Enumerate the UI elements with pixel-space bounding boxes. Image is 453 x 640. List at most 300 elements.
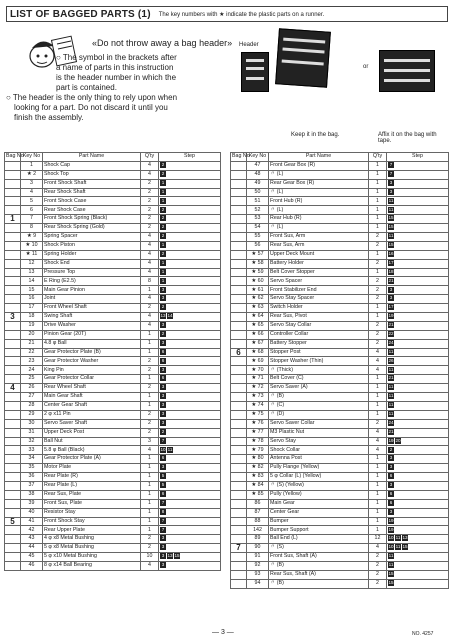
step-refs: [387, 419, 449, 428]
step-badge: 19: [388, 526, 394, 532]
quantity: 2: [141, 224, 159, 233]
parts-row: [231, 499, 449, 508]
key-number-value: 29: [28, 411, 35, 418]
bag-number: [5, 250, 21, 259]
step-refs: [159, 393, 221, 402]
part-name: Battery Holder: [269, 259, 369, 268]
parts-row: [231, 473, 449, 482]
parts-row: [5, 508, 221, 517]
bag-number: [5, 446, 21, 455]
bag-number: [231, 304, 247, 313]
quantity: 2: [141, 384, 159, 393]
step-refs: [387, 277, 449, 286]
step-badge: 6: [389, 491, 393, 497]
part-name: Gear Protector Plate (A): [43, 455, 141, 464]
step-badge: 2: [161, 215, 165, 221]
key-number: [247, 250, 269, 259]
key-number-value: 28: [28, 402, 35, 409]
key-number: [247, 295, 269, 304]
parts-row: [231, 259, 449, 268]
part-name: 8 φ x14 Ball Bearing: [43, 561, 141, 570]
runner-star-icon: ★: [251, 437, 258, 444]
key-number: [21, 224, 43, 233]
key-number: [247, 321, 269, 330]
quantity: 1: [141, 526, 159, 535]
step-badge: 19: [388, 517, 394, 523]
step-refs: [159, 197, 221, 206]
key-number-value: 41: [28, 517, 35, 524]
bag-number: [231, 259, 247, 268]
key-number-value: 50: [254, 188, 261, 195]
step-refs: [159, 384, 221, 393]
part-name: 4.8 φ Ball: [43, 339, 141, 348]
part-name: Servo Spacer: [269, 277, 369, 286]
quantity: 1: [369, 490, 387, 499]
step-badge: 11: [395, 535, 401, 541]
intro-line: a name of parts in this instruction: [56, 63, 174, 72]
parts-row: [231, 224, 449, 233]
parts-row: [231, 437, 449, 446]
bag-number: 1: [5, 215, 21, 224]
key-number: [247, 304, 269, 313]
part-name: Main Gear: [269, 499, 369, 508]
parts-row: [5, 170, 221, 179]
part-name: Rear Sus, Plate: [43, 490, 141, 499]
parts-row: [231, 464, 449, 473]
part-name: Rear Sus, Pivot: [269, 313, 369, 322]
runner-star-icon: ★: [26, 233, 34, 240]
step-badge: 24: [388, 339, 394, 345]
key-number: [247, 233, 269, 242]
parts-row: [231, 544, 449, 553]
quantity: 1: [141, 393, 159, 402]
step-refs: [387, 508, 449, 517]
parts-row: [231, 170, 449, 179]
key-number-value: 3: [30, 179, 33, 186]
bag-number: [231, 224, 247, 233]
key-number-value: 38: [28, 491, 35, 498]
step-refs: [159, 437, 221, 446]
parts-row: [231, 357, 449, 366]
step-refs: [159, 464, 221, 473]
step-badge: 6: [389, 499, 393, 505]
key-number: [21, 419, 43, 428]
quantity: 4: [141, 268, 159, 277]
key-number: [21, 348, 43, 357]
step-refs: [387, 455, 449, 464]
key-number: [247, 499, 269, 508]
step-badge: 1: [161, 179, 165, 185]
step-refs: [159, 170, 221, 179]
key-number-value: 37: [28, 482, 35, 489]
quantity: 1: [141, 499, 159, 508]
parts-row: [231, 526, 449, 535]
key-number-value: 80: [257, 455, 264, 462]
key-number: [21, 197, 43, 206]
step-badge: 1: [161, 197, 165, 203]
quantity: 4: [369, 366, 387, 375]
key-number: [247, 277, 269, 286]
key-number: [21, 481, 43, 490]
step-badge: 7: [161, 526, 165, 532]
step-refs: [159, 419, 221, 428]
part-name: Servo Saver Shaft: [43, 419, 141, 428]
part-name: Gear Protector Plate (B): [43, 348, 141, 357]
bag-number: [231, 384, 247, 393]
runner-star-icon: ★: [251, 482, 258, 489]
bag-number: [5, 170, 21, 179]
part-name: Gear Protector Collar: [43, 375, 141, 384]
key-number: [247, 224, 269, 233]
quantity: 2: [141, 428, 159, 437]
parts-row: [5, 339, 221, 348]
runner-star-icon: ★: [25, 250, 32, 257]
parts-row: [5, 553, 221, 562]
part-name: Front Hub (R): [269, 197, 369, 206]
parts-row: [5, 330, 221, 339]
parts-row: [231, 517, 449, 526]
bag-number: [231, 455, 247, 464]
bag-number: [231, 410, 247, 419]
bag-number: [5, 490, 21, 499]
quantity: 1: [141, 490, 159, 499]
bag-number: [5, 339, 21, 348]
runner-star-icon: ★: [251, 295, 258, 302]
parts-row: [231, 428, 449, 437]
bag-number: 6: [231, 348, 247, 357]
parts-row: [231, 286, 449, 295]
key-number-value: 94: [254, 579, 261, 586]
parts-row: [231, 206, 449, 215]
key-number: [21, 215, 43, 224]
bag-number: [5, 330, 21, 339]
parts-row: [5, 428, 221, 437]
step-refs: [159, 490, 221, 499]
part-name: Center Gear Shaft: [43, 401, 141, 410]
step-refs: [387, 410, 449, 419]
parts-row: [5, 321, 221, 330]
key-number-value: 19: [28, 322, 35, 329]
parts-row: [5, 473, 221, 482]
key-number-value: 42: [28, 526, 35, 533]
key-number-value: 62: [257, 295, 264, 302]
key-number-value: 8: [30, 224, 33, 231]
quantity: 2: [369, 241, 387, 250]
quantity: 2: [141, 366, 159, 375]
key-number: [247, 348, 269, 357]
bag-number: [231, 313, 247, 322]
bag-number: [231, 561, 247, 570]
parts-row: [5, 161, 221, 170]
parts-row: [231, 241, 449, 250]
key-number: [247, 526, 269, 535]
quantity: 1: [369, 481, 387, 490]
parts-row: [5, 233, 221, 242]
bag-number: [231, 446, 247, 455]
bag-number: [5, 410, 21, 419]
key-number: [21, 339, 43, 348]
parts-row: [231, 481, 449, 490]
part-name: Belt Cover (C): [269, 375, 369, 384]
intro-line: ○ The symbol in the brackets after: [56, 53, 177, 62]
step-refs: [387, 570, 449, 579]
parts-row: [231, 535, 449, 544]
key-number-value: 75: [257, 411, 264, 418]
step-badge: 2: [161, 162, 165, 168]
step-badge: 2: [161, 428, 165, 434]
key-number: [247, 330, 269, 339]
parts-row: [5, 268, 221, 277]
step-badge: 2: [161, 250, 165, 256]
quantity: 1: [141, 464, 159, 473]
key-number-value: 88: [254, 517, 261, 524]
intro-line: part is contained.: [56, 83, 117, 92]
step-badge: 15: [174, 553, 180, 559]
bag-number: [231, 233, 247, 242]
step-refs: [387, 233, 449, 242]
part-name: Front Stabilizer End: [269, 286, 369, 295]
step-refs: [387, 428, 449, 437]
part-name: Upper Deck Mount: [269, 250, 369, 259]
key-number-value: 58: [257, 259, 264, 266]
bag-number: [5, 464, 21, 473]
step-refs: [387, 437, 449, 446]
quantity: 1: [369, 393, 387, 402]
step-badge: 5: [161, 482, 165, 488]
key-number-value: 71: [257, 375, 264, 382]
key-number-value: 6: [30, 206, 33, 213]
part-name: Spring Spacer: [43, 233, 141, 242]
step-refs: [159, 206, 221, 215]
key-number-value: 56: [254, 242, 261, 249]
step-badge: 21: [388, 277, 394, 283]
key-number: [247, 366, 269, 375]
step-badge: 3: [161, 411, 165, 417]
key-number-value: 60: [257, 277, 264, 284]
parts-row: [5, 535, 221, 544]
key-number: [21, 393, 43, 402]
key-number-value: 92: [254, 562, 261, 569]
quantity: 1: [369, 206, 387, 215]
parts-row: [231, 384, 449, 393]
part-name: Drive Washer: [43, 321, 141, 330]
key-number-value: 47: [254, 162, 261, 169]
key-number: [247, 393, 269, 402]
runner-star-icon: ★: [251, 366, 258, 373]
runner-star-icon: ★: [251, 259, 258, 266]
quantity: 1: [141, 401, 159, 410]
step-badge: 11: [167, 446, 173, 452]
col-name: Part Name: [43, 153, 141, 162]
key-number-value: 54: [254, 224, 261, 231]
step-refs: [159, 277, 221, 286]
runner-star-icon: ★: [251, 357, 258, 364]
step-badge: 21: [388, 322, 394, 328]
runner-star-icon: ★: [25, 242, 32, 249]
step-badge: 14: [167, 313, 173, 319]
parts-row: [231, 401, 449, 410]
step-refs: [387, 499, 449, 508]
step-refs: [159, 357, 221, 366]
title-bar: [6, 6, 448, 22]
bag-number: [5, 366, 21, 375]
quantity: 1: [369, 304, 387, 313]
part-name: 〃 (D): [269, 410, 369, 419]
step-refs: [159, 286, 221, 295]
part-name: Center Gear: [269, 508, 369, 517]
part-name: Switch Holder: [269, 304, 369, 313]
part-name: Front Sus, Shaft (A): [269, 553, 369, 562]
part-name: Joint: [43, 295, 141, 304]
quantity: 1: [141, 330, 159, 339]
key-number-value: 51: [254, 197, 261, 204]
step-refs: [387, 250, 449, 259]
key-number: [247, 437, 269, 446]
part-name: Shock Piston: [43, 241, 141, 250]
quantity: 1: [141, 455, 159, 464]
bag-number: [5, 419, 21, 428]
step-badge: 3: [389, 464, 393, 470]
key-number: [247, 286, 269, 295]
part-name: 〃 (L): [269, 170, 369, 179]
step-badge: 6: [161, 375, 165, 381]
parts-row: [231, 419, 449, 428]
step-badge: 3: [389, 295, 393, 301]
key-number-value: 74: [257, 402, 264, 409]
key-number: [247, 401, 269, 410]
parts-row: [231, 570, 449, 579]
part-name: 〃 (Thick): [269, 366, 369, 375]
step-refs: [159, 233, 221, 242]
quantity: 1: [369, 161, 387, 170]
key-number-value: 68: [257, 348, 264, 355]
quantity: 2: [369, 553, 387, 562]
part-name: Shock Cap: [43, 161, 141, 170]
parts-row: [231, 393, 449, 402]
step-badge: 15: [388, 242, 394, 248]
bag-number: 7: [231, 544, 247, 553]
key-number: [247, 428, 269, 437]
step-badge: 11: [388, 562, 394, 568]
key-number-value: 57: [257, 250, 264, 257]
key-number-value: 24: [28, 366, 35, 373]
col-name: Part Name: [269, 153, 369, 162]
step-refs: [387, 393, 449, 402]
part-name: Resistor Stay: [43, 508, 141, 517]
key-number-value: 83: [257, 473, 264, 480]
key-number-value: 9: [33, 233, 37, 240]
part-name: Servo Stay: [269, 437, 369, 446]
parts-row: [5, 561, 221, 570]
key-number: [247, 339, 269, 348]
parts-row: [231, 490, 449, 499]
quantity: 4: [369, 544, 387, 553]
parts-row: [5, 357, 221, 366]
bag-header-card: [241, 52, 269, 92]
step-badge: 11: [395, 544, 401, 550]
key-number: [21, 206, 43, 215]
key-number-value: 10: [31, 242, 38, 249]
bag-number: [231, 393, 247, 402]
bag-number: [5, 481, 21, 490]
part-name: Servo Saver Collar: [269, 419, 369, 428]
key-number-value: 93: [254, 571, 261, 578]
col-step: Step: [159, 153, 221, 162]
key-number-value: 55: [254, 233, 261, 240]
part-name: 〃 (S): [269, 544, 369, 553]
bag-number: [5, 277, 21, 286]
quantity: 2: [369, 259, 387, 268]
step-badge: 11: [388, 393, 394, 399]
key-number-value: 73: [257, 393, 264, 400]
step-badge: 2: [161, 224, 165, 230]
quantity: 2: [369, 339, 387, 348]
quantity: 4: [141, 161, 159, 170]
key-number: [21, 508, 43, 517]
step-badge: 10: [388, 544, 394, 550]
step-refs: [159, 473, 221, 482]
quantity: 2: [369, 277, 387, 286]
part-name: Front Shock Case: [43, 197, 141, 206]
key-number-value: 67: [257, 339, 264, 346]
step-badge: 1: [161, 188, 165, 194]
key-number-value: 1: [30, 162, 33, 169]
step-badge: 3: [389, 286, 393, 292]
bag-number: [5, 295, 21, 304]
step-badge: 26: [388, 357, 394, 363]
bag-number: [231, 241, 247, 250]
intro-line: looking for a part. Do not discard it until you: [14, 103, 168, 112]
runner-star-icon: ★: [251, 250, 258, 257]
step-badge: 2: [389, 446, 393, 452]
step-badge: 1: [161, 268, 165, 274]
key-number: [247, 553, 269, 562]
parts-row: [5, 188, 221, 197]
key-number-value: 78: [257, 437, 264, 444]
bag-number: [5, 357, 21, 366]
col-qty: Q'ty: [369, 153, 387, 162]
quantity: 1: [141, 348, 159, 357]
step-refs: [387, 215, 449, 224]
key-number-value: 26: [28, 384, 35, 391]
quantity: 1: [369, 455, 387, 464]
bag-number: [5, 375, 21, 384]
key-number-value: 20: [28, 331, 35, 337]
intro-line: is the header number in which the: [56, 73, 177, 82]
parts-row: [231, 277, 449, 286]
key-number-value: 69: [257, 357, 264, 364]
key-number: [21, 437, 43, 446]
step-refs: [387, 544, 449, 553]
step-badge: 13: [167, 553, 173, 559]
step-badge: 5: [161, 473, 165, 479]
bag-number: [5, 544, 21, 553]
step-badge: 3: [161, 322, 165, 328]
step-refs: [387, 561, 449, 570]
quantity: 1: [369, 215, 387, 224]
part-name: Front Shock Shaft: [43, 179, 141, 188]
step-badge: 15: [388, 579, 394, 585]
key-number: [247, 455, 269, 464]
key-number-value: 142: [253, 526, 262, 533]
quantity: 2: [369, 579, 387, 588]
parts-row: [5, 286, 221, 295]
parts-row: [231, 295, 449, 304]
parts-row: [5, 259, 221, 268]
part-name: Gear Protector Washer: [43, 357, 141, 366]
step-refs: [159, 535, 221, 544]
key-number-value: 34: [28, 455, 35, 462]
